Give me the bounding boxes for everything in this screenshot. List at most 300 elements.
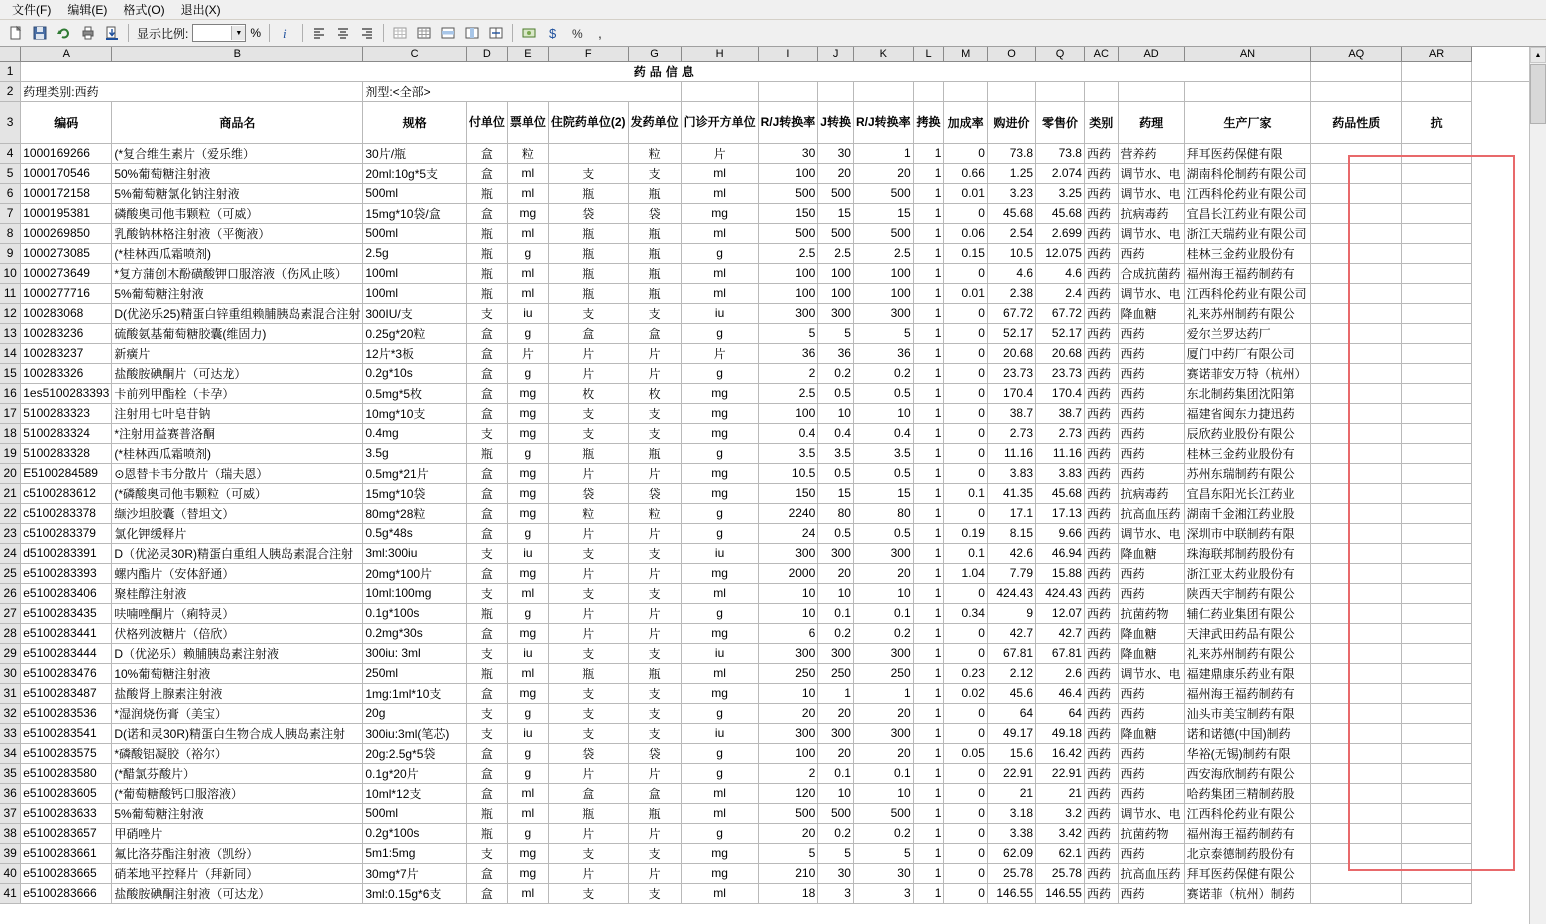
cell-inpatient-unit[interactable]: 片 bbox=[548, 463, 628, 483]
row-header[interactable]: 9 bbox=[0, 243, 21, 263]
row-header[interactable]: 26 bbox=[0, 583, 21, 603]
cell-pharmacology[interactable]: 抗病毒药 bbox=[1118, 483, 1184, 503]
cell-inpatient-unit[interactable]: 支 bbox=[548, 843, 628, 863]
row-header[interactable]: 40 bbox=[0, 863, 21, 883]
cell-category[interactable]: 西药 bbox=[1084, 543, 1118, 563]
cell-anti[interactable] bbox=[1402, 803, 1472, 823]
cell-markup-rate[interactable]: 0 bbox=[944, 843, 987, 863]
cell-retail-price[interactable]: 49.18 bbox=[1036, 723, 1085, 743]
cell-product-name[interactable]: ⊙恩替卡韦分散片（瑞夫恩） bbox=[112, 463, 363, 483]
cell-anti[interactable] bbox=[1402, 243, 1472, 263]
cell-rate-2[interactable]: 20 bbox=[853, 703, 913, 723]
cell-code[interactable]: d5100283391 bbox=[21, 543, 112, 563]
cell-convert[interactable]: 1 bbox=[913, 363, 944, 383]
cell-markup-rate[interactable]: 0 bbox=[944, 343, 987, 363]
cell-markup-rate[interactable]: 0 bbox=[944, 883, 987, 903]
cell-manufacturer[interactable]: 陕西天宇制药有限公 bbox=[1184, 583, 1311, 603]
cell-markup-rate[interactable]: 0 bbox=[944, 423, 987, 443]
cell-product-name[interactable]: 螺内酯片（安体舒通） bbox=[112, 563, 363, 583]
row-header[interactable]: 41 bbox=[0, 883, 21, 903]
cell-pay-unit[interactable]: 盒 bbox=[466, 563, 507, 583]
cell-pay-unit[interactable]: 瓶 bbox=[466, 223, 507, 243]
table-row[interactable] bbox=[0, 463, 1546, 483]
cell-convert-j[interactable]: 20 bbox=[818, 563, 854, 583]
cell-drug-property[interactable] bbox=[1311, 203, 1402, 223]
cell-outpatient-unit[interactable]: g bbox=[681, 363, 758, 383]
cell-spec[interactable]: 80mg*28粒 bbox=[363, 503, 467, 523]
menu-item-exit[interactable]: 退出(X) bbox=[180, 3, 221, 17]
cell-dispense-unit[interactable]: 支 bbox=[628, 583, 681, 603]
cell-category[interactable]: 西药 bbox=[1084, 243, 1118, 263]
cell-category[interactable]: 西药 bbox=[1084, 363, 1118, 383]
cell-outpatient-unit[interactable]: mg bbox=[681, 403, 758, 423]
cell-purchase-price[interactable]: 23.73 bbox=[987, 363, 1035, 383]
cell-convert[interactable]: 1 bbox=[913, 823, 944, 843]
row-header[interactable]: 22 bbox=[0, 503, 21, 523]
cell-convert-j[interactable]: 100 bbox=[818, 283, 854, 303]
cell-markup-rate[interactable]: 0.23 bbox=[944, 663, 987, 683]
cell-inpatient-unit[interactable]: 支 bbox=[548, 583, 628, 603]
cell-anti[interactable] bbox=[1402, 883, 1472, 903]
cell-pay-unit[interactable]: 支 bbox=[466, 643, 507, 663]
cell-convert[interactable]: 1 bbox=[913, 743, 944, 763]
cell-pharmacology[interactable]: 西药 bbox=[1118, 783, 1184, 803]
cell-pharmacology[interactable]: 调节水、电 bbox=[1118, 803, 1184, 823]
col-D[interactable]: D bbox=[466, 47, 507, 61]
cell-pay-unit[interactable]: 盒 bbox=[466, 203, 507, 223]
row-header[interactable]: 19 bbox=[0, 443, 21, 463]
cell-purchase-price[interactable]: 2.73 bbox=[987, 423, 1035, 443]
cell-purchase-price[interactable]: 45.6 bbox=[987, 683, 1035, 703]
cell-drug-property[interactable] bbox=[1311, 383, 1402, 403]
col-E[interactable]: E bbox=[507, 47, 548, 61]
cell-inpatient-unit[interactable]: 瓶 bbox=[548, 283, 628, 303]
cell-markup-rate[interactable]: 0 bbox=[944, 863, 987, 883]
cell-dispense-unit[interactable]: 片 bbox=[628, 563, 681, 583]
cell-ticket-unit[interactable]: iu bbox=[507, 643, 548, 663]
cell-pharmacology[interactable]: 西药 bbox=[1118, 423, 1184, 443]
cell-product-name[interactable]: 5%葡萄糖氯化钠注射液 bbox=[112, 183, 363, 203]
cell-outpatient-unit[interactable]: iu bbox=[681, 543, 758, 563]
cell-convert-j[interactable]: 20 bbox=[818, 743, 854, 763]
cell-retail-price[interactable]: 22.91 bbox=[1036, 763, 1085, 783]
cell-rate-1[interactable]: 500 bbox=[758, 183, 818, 203]
cell-pay-unit[interactable]: 瓶 bbox=[466, 663, 507, 683]
row-header-2[interactable]: 2 bbox=[0, 81, 21, 101]
cell-convert[interactable]: 1 bbox=[913, 783, 944, 803]
cell-outpatient-unit[interactable]: g bbox=[681, 603, 758, 623]
cell-outpatient-unit[interactable]: mg bbox=[681, 423, 758, 443]
cell-convert-j[interactable]: 0.2 bbox=[818, 623, 854, 643]
col-AR[interactable]: AR bbox=[1402, 47, 1472, 61]
row-header[interactable]: 25 bbox=[0, 563, 21, 583]
scroll-up-arrow[interactable]: ▲ bbox=[1530, 47, 1546, 63]
cell-dispense-unit[interactable]: 支 bbox=[628, 543, 681, 563]
cell-dispense-unit[interactable]: 片 bbox=[628, 763, 681, 783]
cell-pharmacology[interactable]: 西药 bbox=[1118, 243, 1184, 263]
row-header[interactable]: 30 bbox=[0, 663, 21, 683]
cell-rate-1[interactable]: 100 bbox=[758, 403, 818, 423]
cell-convert-j[interactable]: 100 bbox=[818, 263, 854, 283]
cell-markup-rate[interactable]: 1.04 bbox=[944, 563, 987, 583]
cell-anti[interactable] bbox=[1402, 863, 1472, 883]
cell-spec[interactable]: 0.5g*48s bbox=[363, 523, 467, 543]
cell-purchase-price[interactable]: 3.23 bbox=[987, 183, 1035, 203]
cell-retail-price[interactable]: 25.78 bbox=[1036, 863, 1085, 883]
cell-code[interactable]: e5100283476 bbox=[21, 663, 112, 683]
cell-spec[interactable]: 0.2mg*30s bbox=[363, 623, 467, 643]
row-header[interactable]: 31 bbox=[0, 683, 21, 703]
cell-manufacturer[interactable]: 拜耳医药保健有限公 bbox=[1184, 863, 1311, 883]
cell-manufacturer[interactable]: 福建省闽东力捷迅药 bbox=[1184, 403, 1311, 423]
table-row[interactable] bbox=[0, 723, 1546, 743]
cell-ticket-unit[interactable]: ml bbox=[507, 283, 548, 303]
cell-manufacturer[interactable]: 汕头市美宝制药有限 bbox=[1184, 703, 1311, 723]
cell-rate-1[interactable]: 5 bbox=[758, 843, 818, 863]
cell-purchase-price[interactable]: 52.17 bbox=[987, 323, 1035, 343]
cell-ticket-unit[interactable]: mg bbox=[507, 683, 548, 703]
cell-convert-j[interactable]: 250 bbox=[818, 663, 854, 683]
cell-drug-property[interactable] bbox=[1311, 683, 1402, 703]
cell-retail-price[interactable]: 2.699 bbox=[1036, 223, 1085, 243]
row-header[interactable]: 29 bbox=[0, 643, 21, 663]
table-row[interactable] bbox=[0, 883, 1546, 903]
cell-drug-property[interactable] bbox=[1311, 503, 1402, 523]
cell-outpatient-unit[interactable]: mg bbox=[681, 623, 758, 643]
cell-ticket-unit[interactable]: ml bbox=[507, 663, 548, 683]
cell-rate-1[interactable]: 300 bbox=[758, 643, 818, 663]
cell-dispense-unit[interactable]: 片 bbox=[628, 823, 681, 843]
table-row[interactable] bbox=[0, 283, 1546, 303]
cell-rate-1[interactable]: 150 bbox=[758, 483, 818, 503]
cell-purchase-price[interactable]: 2.54 bbox=[987, 223, 1035, 243]
cell-manufacturer[interactable]: 哈药集团三精制药股 bbox=[1184, 783, 1311, 803]
row-header[interactable]: 33 bbox=[0, 723, 21, 743]
cell-manufacturer[interactable]: 诺和诺德(中国)制药 bbox=[1184, 723, 1311, 743]
cell-convert[interactable]: 1 bbox=[913, 843, 944, 863]
cell-code[interactable]: 100283237 bbox=[21, 343, 112, 363]
cell-rate-1[interactable]: 18 bbox=[758, 883, 818, 903]
cell-convert[interactable]: 1 bbox=[913, 883, 944, 903]
cell-spec[interactable]: 0.2g*100s bbox=[363, 823, 467, 843]
cell-product-name[interactable]: (*复合维生素片（爱乐维） bbox=[112, 143, 363, 163]
cell-rate-2[interactable]: 3 bbox=[853, 883, 913, 903]
cell-retail-price[interactable]: 45.68 bbox=[1036, 483, 1085, 503]
cell-anti[interactable] bbox=[1402, 783, 1472, 803]
table-row[interactable] bbox=[0, 143, 1546, 163]
cell-convert[interactable]: 1 bbox=[913, 543, 944, 563]
cell-convert-j[interactable]: 300 bbox=[818, 643, 854, 663]
cell-convert-j[interactable]: 500 bbox=[818, 223, 854, 243]
cell-purchase-price[interactable]: 1.25 bbox=[987, 163, 1035, 183]
cell-anti[interactable] bbox=[1402, 463, 1472, 483]
cell-product-name[interactable]: (*桂林西瓜霜喷剂) bbox=[112, 243, 363, 263]
row-header[interactable]: 23 bbox=[0, 523, 21, 543]
cell-outpatient-unit[interactable]: ml bbox=[681, 583, 758, 603]
cell-anti[interactable] bbox=[1402, 583, 1472, 603]
cell-purchase-price[interactable]: 62.09 bbox=[987, 843, 1035, 863]
export-icon[interactable] bbox=[100, 22, 124, 44]
cell-markup-rate[interactable]: 0 bbox=[944, 783, 987, 803]
col-Q[interactable]: Q bbox=[1036, 47, 1085, 61]
cell-manufacturer[interactable]: 天津武田药品有限公 bbox=[1184, 623, 1311, 643]
row-header[interactable]: 18 bbox=[0, 423, 21, 443]
cell-markup-rate[interactable]: 0 bbox=[944, 643, 987, 663]
table-row[interactable] bbox=[0, 663, 1546, 683]
cell-convert-j[interactable]: 15 bbox=[818, 483, 854, 503]
cell-drug-property[interactable] bbox=[1311, 843, 1402, 863]
col-B[interactable]: B bbox=[112, 47, 363, 61]
table-row[interactable] bbox=[0, 743, 1546, 763]
cell-spec[interactable]: 12片*3板 bbox=[363, 343, 467, 363]
cell-manufacturer[interactable]: 浙江天瑞药业有限公司 bbox=[1184, 223, 1311, 243]
cell-convert[interactable]: 1 bbox=[913, 343, 944, 363]
col-M[interactable]: M bbox=[944, 47, 987, 61]
cell-convert-j[interactable]: 1 bbox=[818, 683, 854, 703]
cell-inpatient-unit[interactable]: 片 bbox=[548, 603, 628, 623]
cell-category[interactable]: 西药 bbox=[1084, 223, 1118, 243]
cell-pharmacology[interactable]: 营养药 bbox=[1118, 143, 1184, 163]
cell-pharmacology[interactable]: 调节水、电 bbox=[1118, 663, 1184, 683]
cell-convert[interactable]: 1 bbox=[913, 563, 944, 583]
cell-rate-2[interactable]: 10 bbox=[853, 403, 913, 423]
cell-category[interactable]: 西药 bbox=[1084, 523, 1118, 543]
cell-inpatient-unit[interactable]: 支 bbox=[548, 303, 628, 323]
cell-product-name[interactable]: 氯化钾缓释片 bbox=[112, 523, 363, 543]
cell-pay-unit[interactable]: 盒 bbox=[466, 863, 507, 883]
cell-code[interactable]: 1000277716 bbox=[21, 283, 112, 303]
cell-outpatient-unit[interactable]: g bbox=[681, 823, 758, 843]
cell-dispense-unit[interactable]: 支 bbox=[628, 683, 681, 703]
cell-drug-property[interactable] bbox=[1311, 583, 1402, 603]
cell-rate-1[interactable]: 10.5 bbox=[758, 463, 818, 483]
cell-ticket-unit[interactable]: g bbox=[507, 243, 548, 263]
cell-rate-1[interactable]: 100 bbox=[758, 163, 818, 183]
cell-rate-1[interactable]: 300 bbox=[758, 543, 818, 563]
cell-purchase-price[interactable]: 20.68 bbox=[987, 343, 1035, 363]
cell-outpatient-unit[interactable]: g bbox=[681, 763, 758, 783]
col-I[interactable]: I bbox=[758, 47, 818, 61]
cell-convert-j[interactable]: 0.1 bbox=[818, 603, 854, 623]
cell-manufacturer[interactable]: 桂林三金药业股份有 bbox=[1184, 443, 1311, 463]
cell-category[interactable]: 西药 bbox=[1084, 383, 1118, 403]
cell-drug-property[interactable] bbox=[1311, 623, 1402, 643]
cell-retail-price[interactable]: 11.16 bbox=[1036, 443, 1085, 463]
row-header[interactable]: 38 bbox=[0, 823, 21, 843]
cell-spec[interactable]: 300iu: 3ml bbox=[363, 643, 467, 663]
cell-retail-price[interactable]: 23.73 bbox=[1036, 363, 1085, 383]
cell-rate-2[interactable]: 30 bbox=[853, 863, 913, 883]
table-row[interactable] bbox=[0, 603, 1546, 623]
cell-dispense-unit[interactable]: 粒 bbox=[628, 503, 681, 523]
cell-rate-1[interactable]: 10 bbox=[758, 583, 818, 603]
table-icon[interactable] bbox=[388, 22, 412, 44]
cell-spec[interactable]: 5m1:5mg bbox=[363, 843, 467, 863]
cell-convert[interactable]: 1 bbox=[913, 623, 944, 643]
cell-manufacturer[interactable]: 福州海王福药制药有 bbox=[1184, 683, 1311, 703]
cell-retail-price[interactable]: 2.4 bbox=[1036, 283, 1085, 303]
cell-drug-property[interactable] bbox=[1311, 823, 1402, 843]
cell-category[interactable]: 西药 bbox=[1084, 563, 1118, 583]
cell-convert-j[interactable]: 10 bbox=[818, 583, 854, 603]
cell-purchase-price[interactable]: 21 bbox=[987, 783, 1035, 803]
cell-pay-unit[interactable]: 瓶 bbox=[466, 823, 507, 843]
cell-outpatient-unit[interactable]: mg bbox=[681, 203, 758, 223]
cell-inpatient-unit[interactable]: 支 bbox=[548, 703, 628, 723]
cell-dispense-unit[interactable]: 瓶 bbox=[628, 663, 681, 683]
cell-code[interactable]: e5100283605 bbox=[21, 783, 112, 803]
col-F[interactable]: F bbox=[548, 47, 628, 61]
cell-anti[interactable] bbox=[1402, 383, 1472, 403]
cell-purchase-price[interactable]: 67.72 bbox=[987, 303, 1035, 323]
cell-rate-2[interactable]: 3.5 bbox=[853, 443, 913, 463]
cell-manufacturer[interactable]: 拜耳医药保健有限 bbox=[1184, 143, 1311, 163]
cell-manufacturer[interactable]: 辰欣药业股份有限公 bbox=[1184, 423, 1311, 443]
cell-pay-unit[interactable]: 支 bbox=[466, 723, 507, 743]
cell-convert-j[interactable]: 30 bbox=[818, 863, 854, 883]
cell-ticket-unit[interactable]: g bbox=[507, 703, 548, 723]
cell-spec[interactable]: 20g:2.5g*5袋 bbox=[363, 743, 467, 763]
cell-markup-rate[interactable]: 0 bbox=[944, 463, 987, 483]
cell-inpatient-unit[interactable]: 瓶 bbox=[548, 443, 628, 463]
cell-dispense-unit[interactable]: 支 bbox=[628, 303, 681, 323]
cell-spec[interactable]: 15mg*10袋 bbox=[363, 483, 467, 503]
cell-dispense-unit[interactable]: 瓶 bbox=[628, 283, 681, 303]
cell-pay-unit[interactable]: 瓶 bbox=[466, 243, 507, 263]
cell-spec[interactable]: 3ml:0.15g*6支 bbox=[363, 883, 467, 903]
cell-anti[interactable] bbox=[1402, 603, 1472, 623]
cell-rate-1[interactable]: 0.4 bbox=[758, 423, 818, 443]
cell-markup-rate[interactable]: 0.1 bbox=[944, 543, 987, 563]
cell-pay-unit[interactable]: 盒 bbox=[466, 883, 507, 903]
cell-spec[interactable]: 0.1g*20片 bbox=[363, 763, 467, 783]
table-row[interactable] bbox=[0, 683, 1546, 703]
cell-retail-price[interactable]: 424.43 bbox=[1036, 583, 1085, 603]
cell-rate-1[interactable]: 120 bbox=[758, 783, 818, 803]
cell-rate-1[interactable]: 20 bbox=[758, 703, 818, 723]
cell-inpatient-unit[interactable]: 片 bbox=[548, 363, 628, 383]
cell-rate-2[interactable]: 10 bbox=[853, 583, 913, 603]
cell-convert[interactable]: 1 bbox=[913, 583, 944, 603]
row-header[interactable]: 39 bbox=[0, 843, 21, 863]
cell-manufacturer[interactable]: 礼来苏州制药有限公 bbox=[1184, 303, 1311, 323]
row-header[interactable]: 7 bbox=[0, 203, 21, 223]
cell-inpatient-unit[interactable]: 袋 bbox=[548, 743, 628, 763]
cell-dispense-unit[interactable]: 盒 bbox=[628, 783, 681, 803]
cell-pharmacology[interactable]: 降血糖 bbox=[1118, 543, 1184, 563]
cell-retail-price[interactable]: 46.4 bbox=[1036, 683, 1085, 703]
cell-markup-rate[interactable]: 0.1 bbox=[944, 483, 987, 503]
cell-convert-j[interactable]: 0.5 bbox=[818, 463, 854, 483]
cell-rate-2[interactable]: 0.2 bbox=[853, 823, 913, 843]
cell-inpatient-unit[interactable]: 枚 bbox=[548, 383, 628, 403]
cell-ticket-unit[interactable]: mg bbox=[507, 503, 548, 523]
cell-product-name[interactable]: D(优泌乐25)精蛋白锌重组赖脯胰岛素混合注射 bbox=[112, 303, 363, 323]
cell-outpatient-unit[interactable]: g bbox=[681, 243, 758, 263]
cell-rate-2[interactable]: 500 bbox=[853, 183, 913, 203]
cell-dispense-unit[interactable]: 片 bbox=[628, 603, 681, 623]
cell-dispense-unit[interactable]: 瓶 bbox=[628, 243, 681, 263]
row-header[interactable]: 11 bbox=[0, 283, 21, 303]
table-row[interactable] bbox=[0, 383, 1546, 403]
cell-spec[interactable]: 3.5g bbox=[363, 443, 467, 463]
print-icon[interactable] bbox=[76, 22, 100, 44]
cell-code[interactable]: 5100283323 bbox=[21, 403, 112, 423]
cell-code[interactable]: e5100283444 bbox=[21, 643, 112, 663]
cell-inpatient-unit[interactable] bbox=[548, 143, 628, 163]
cell-markup-rate[interactable]: 0.01 bbox=[944, 283, 987, 303]
cell-anti[interactable] bbox=[1402, 483, 1472, 503]
col-A[interactable]: A bbox=[21, 47, 112, 61]
cell-outpatient-unit[interactable]: ml bbox=[681, 223, 758, 243]
cell-pay-unit[interactable]: 盒 bbox=[466, 403, 507, 423]
cell-manufacturer[interactable]: 华裕(无锡)制药有限 bbox=[1184, 743, 1311, 763]
cell-spec[interactable]: 20mg*100片 bbox=[363, 563, 467, 583]
cell-purchase-price[interactable]: 8.15 bbox=[987, 523, 1035, 543]
cell-drug-property[interactable] bbox=[1311, 523, 1402, 543]
cell-convert-j[interactable]: 0.5 bbox=[818, 523, 854, 543]
cell-convert[interactable]: 1 bbox=[913, 763, 944, 783]
cell-category[interactable]: 西药 bbox=[1084, 683, 1118, 703]
cell-dispense-unit[interactable]: 支 bbox=[628, 423, 681, 443]
cell-rate-1[interactable]: 2.5 bbox=[758, 243, 818, 263]
cell-inpatient-unit[interactable]: 支 bbox=[548, 883, 628, 903]
cell-product-name[interactable]: 缬沙坦胶囊（替坦文） bbox=[112, 503, 363, 523]
cell-drug-property[interactable] bbox=[1311, 243, 1402, 263]
cell-outpatient-unit[interactable]: ml bbox=[681, 783, 758, 803]
cell-drug-property[interactable] bbox=[1311, 883, 1402, 903]
cell-convert-j[interactable]: 10 bbox=[818, 783, 854, 803]
money-format-icon[interactable] bbox=[517, 22, 541, 44]
cell-convert-j[interactable]: 3 bbox=[818, 883, 854, 903]
cell-inpatient-unit[interactable]: 瓶 bbox=[548, 183, 628, 203]
cell-code[interactable]: e5100283536 bbox=[21, 703, 112, 723]
cell-product-name[interactable]: 卡前列甲酯栓（卡孕） bbox=[112, 383, 363, 403]
table-merge-icon[interactable] bbox=[484, 22, 508, 44]
cell-drug-property[interactable] bbox=[1311, 663, 1402, 683]
cell-anti[interactable] bbox=[1402, 743, 1472, 763]
cell-category[interactable]: 西药 bbox=[1084, 323, 1118, 343]
cell-retail-price[interactable]: 64 bbox=[1036, 703, 1085, 723]
cell-manufacturer[interactable]: 江西科伦药业有限公司 bbox=[1184, 283, 1311, 303]
row-header[interactable]: 14 bbox=[0, 343, 21, 363]
vertical-scrollbar[interactable] bbox=[1529, 47, 1546, 924]
cell-manufacturer[interactable]: 珠海联邦制药股份有 bbox=[1184, 543, 1311, 563]
cell-spec[interactable]: 10mg*10支 bbox=[363, 403, 467, 423]
cell-code[interactable]: e5100283435 bbox=[21, 603, 112, 623]
cell-ticket-unit[interactable]: ml bbox=[507, 223, 548, 243]
cell-markup-rate[interactable]: 0.66 bbox=[944, 163, 987, 183]
cell-markup-rate[interactable]: 0 bbox=[944, 803, 987, 823]
cell-outpatient-unit[interactable]: mg bbox=[681, 563, 758, 583]
cell-pharmacology[interactable]: 降血糖 bbox=[1118, 643, 1184, 663]
cell-dispense-unit[interactable]: 袋 bbox=[628, 203, 681, 223]
cell-convert[interactable]: 1 bbox=[913, 383, 944, 403]
cell-product-name[interactable]: 盐酸肾上腺素注射液 bbox=[112, 683, 363, 703]
cell-rate-1[interactable]: 10 bbox=[758, 603, 818, 623]
cell-ticket-unit[interactable]: mg bbox=[507, 463, 548, 483]
cell-markup-rate[interactable]: 0 bbox=[944, 303, 987, 323]
cell-purchase-price[interactable]: 25.78 bbox=[987, 863, 1035, 883]
cell-inpatient-unit[interactable]: 片 bbox=[548, 823, 628, 843]
cell-convert[interactable]: 1 bbox=[913, 423, 944, 443]
col-K[interactable]: K bbox=[853, 47, 913, 61]
cell-inpatient-unit[interactable]: 支 bbox=[548, 723, 628, 743]
cell-retail-price[interactable]: 21 bbox=[1036, 783, 1085, 803]
cell-ticket-unit[interactable]: iu bbox=[507, 543, 548, 563]
cell-purchase-price[interactable]: 7.79 bbox=[987, 563, 1035, 583]
cell-ticket-unit[interactable]: mg bbox=[507, 423, 548, 443]
